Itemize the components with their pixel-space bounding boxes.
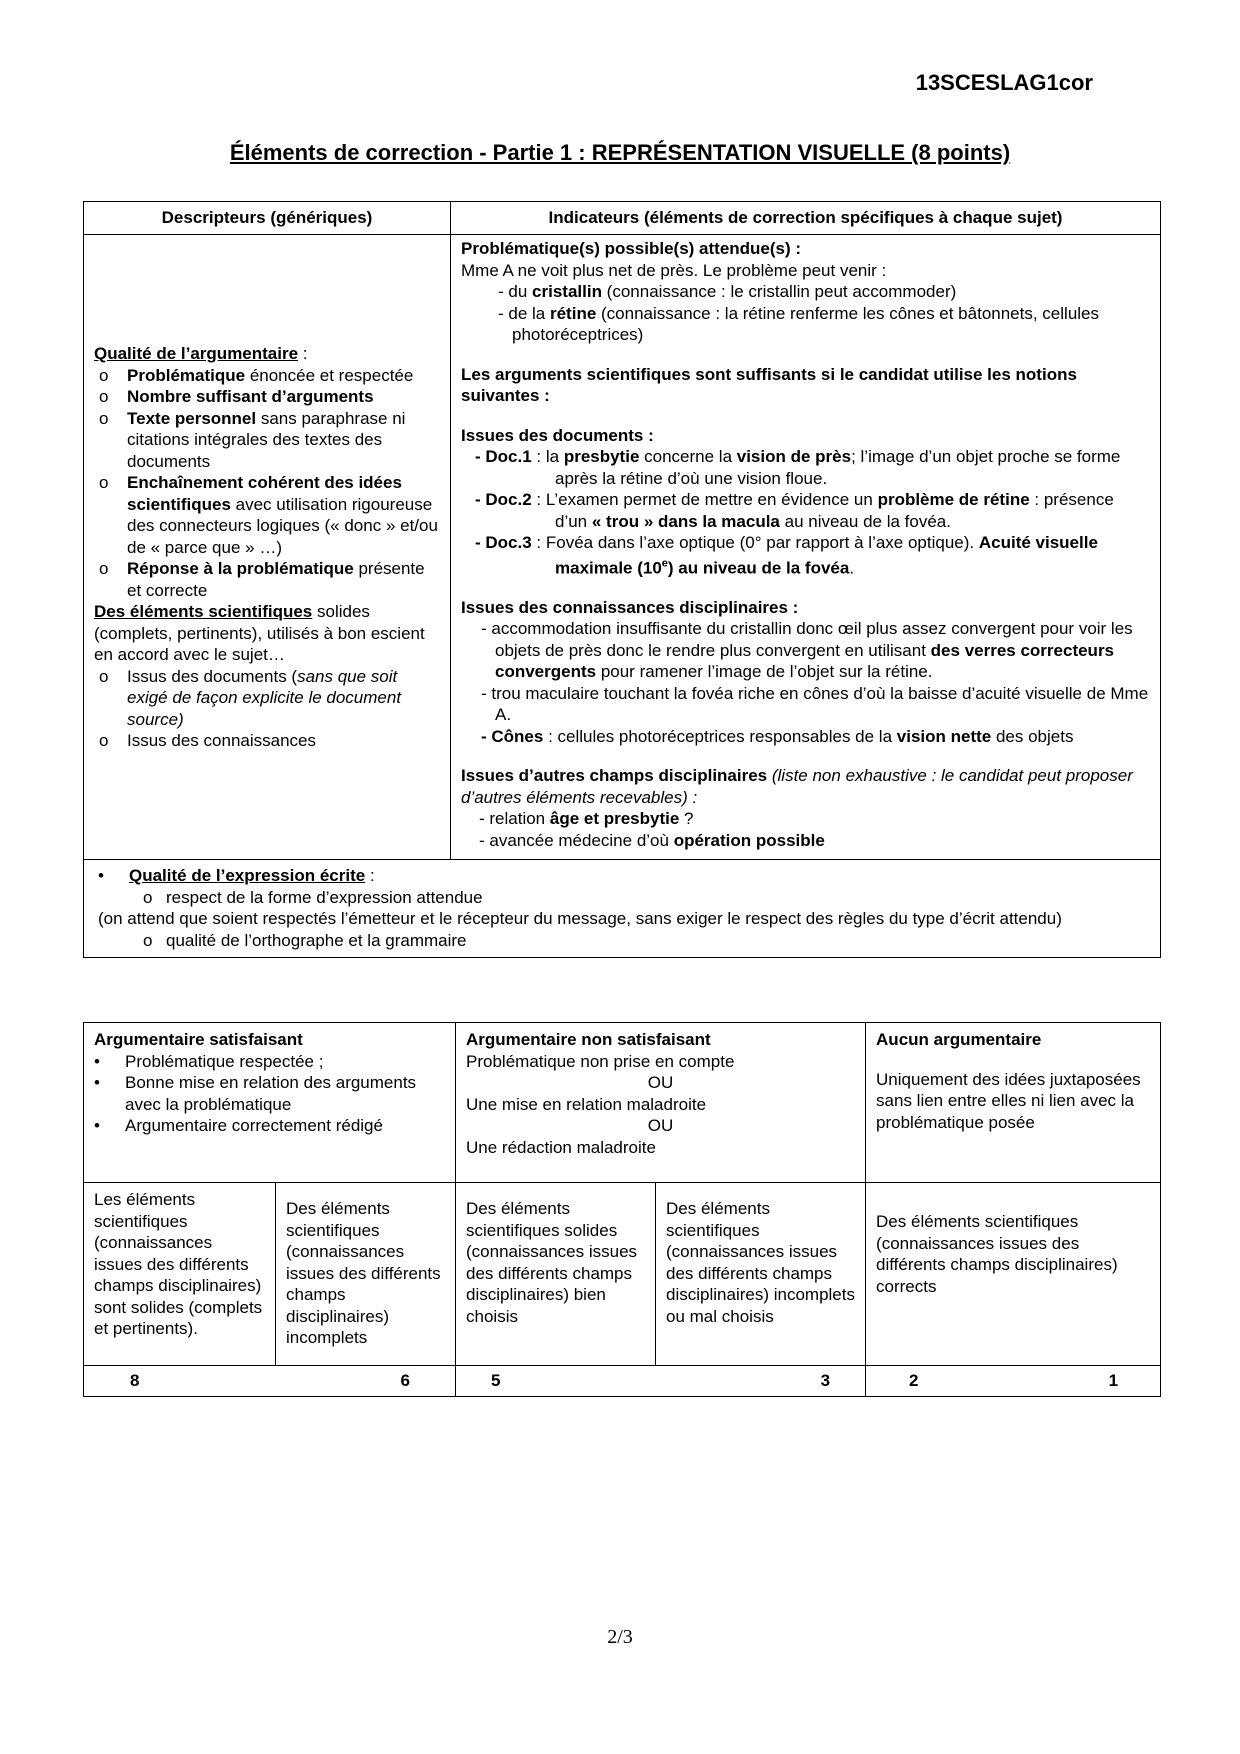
doc3-item: - Doc.3 : Fovéa dans l’axe optique (0° par rapport à l’axe optique). Acuité visuelle maximale (10e) au niveau de la fovéa. bbox=[475, 533, 1098, 578]
no-argument-title: Aucun argumentaire bbox=[876, 1030, 1042, 1049]
other-item-1: - relation âge et presbytie ? bbox=[479, 809, 694, 829]
not-satisfying-line-1: Problématique non prise en compte bbox=[466, 1051, 735, 1071]
not-satisfying-cell bbox=[456, 1023, 866, 1183]
doc1-item: - Doc.1 : la presbytie concerne la vision de près; l’image d’un objet proche se forme après la rétine d’où une vision floue. bbox=[475, 447, 1121, 488]
knowledge-item-1: - accommodation insuffisante du cristallin donc œil plus assez convergent pour voir les objets de près donc le rendre plus convergent en utilisant des verres correcteurs convergents pour ramener l’image de l’objet sur la rétine. bbox=[481, 619, 1133, 682]
elements-cell-1 bbox=[84, 1183, 276, 1366]
score-max: 8 bbox=[130, 1371, 140, 1391]
knowledge-item-2: - trou maculaire touchant la fovéa riche en cônes d’où la baisse d’acuité visuelle de Mme A. bbox=[481, 683, 1149, 725]
elements-cell-4 bbox=[656, 1183, 866, 1366]
or-label: OU bbox=[647, 1073, 674, 1092]
or-label: OU bbox=[647, 1116, 674, 1135]
list-item: o Issus des documents (sans que soit exigé de façon explicite le document source) bbox=[94, 666, 440, 731]
elements-text: Des éléments scientifiques solides (connaissances issues des différents champs disciplinaires) bien choisis bbox=[466, 1199, 638, 1326]
list-item: o Problématique énoncée et respectée bbox=[94, 365, 440, 387]
list-item: • Argumentaire correctement rédigé bbox=[88, 1115, 445, 1137]
elements-text: Des éléments scientifiques (connaissances issues des différents champs disciplinaires) corrects bbox=[876, 1212, 1118, 1296]
elements-text: Des éléments scientifiques (connaissances issues des différents champs disciplinaires) incomplets ou mal choisis bbox=[666, 1199, 855, 1326]
elements-text: Des éléments scientifiques (connaissances issues des différents champs disciplinaires) incomplets bbox=[286, 1199, 441, 1347]
no-argument-text: Uniquement des idées juxtaposées sans lien entre elles ni lien avec la problématique posée bbox=[876, 1069, 1141, 1132]
descriptors-cell bbox=[84, 235, 451, 860]
argument-quality-list bbox=[94, 365, 440, 602]
scientific-elements-text: Des éléments scientifiques solides (complets, pertinents), utilisés à bon escient en accord avec le sujet… bbox=[94, 602, 425, 664]
indicators-header: Indicateurs (éléments de correction spécifiques à chaque sujet) bbox=[451, 202, 1161, 235]
not-satisfying-line-2: Une mise en relation maladroite bbox=[466, 1094, 707, 1114]
expression-item-2: o qualité de l’orthographe et la grammaire bbox=[143, 930, 467, 950]
expression-list bbox=[92, 865, 1150, 887]
score-cell-satisfying bbox=[84, 1366, 456, 1397]
satisfying-list bbox=[88, 1051, 445, 1137]
other-item-2: - avancée médecine d’où opération possible bbox=[479, 830, 825, 850]
score-max: 5 bbox=[491, 1371, 501, 1391]
score-min: 1 bbox=[1108, 1371, 1119, 1391]
list-item: • Bonne mise en relation des arguments avec la problématique bbox=[88, 1072, 445, 1115]
criteria-table bbox=[83, 201, 1161, 958]
score-min: 3 bbox=[820, 1371, 831, 1391]
argument-quality-heading: Qualité de l’argumentaire : bbox=[94, 344, 308, 363]
list-item: o Nombre suffisant d’arguments bbox=[94, 386, 440, 408]
scientific-elements-list bbox=[94, 666, 440, 752]
docs-heading: Issues des documents : bbox=[461, 425, 654, 445]
cause-retina: - de la rétine (connaissance : la rétine renferme les cônes et bâtonnets, cellules photoréceptrices) bbox=[498, 303, 1100, 344]
list-item: o Enchaînement cohérent des idées scientifiques avec utilisation rigoureuse des connecteurs logiques (« donc » et/ou de « parce que » …) bbox=[94, 472, 440, 558]
problem-heading: Problématique(s) possible(s) attendue(s) : bbox=[461, 239, 802, 258]
page-number: 2/3 bbox=[607, 1626, 633, 1648]
score-min: 6 bbox=[400, 1371, 411, 1391]
other-fields-heading: Issues d’autres champs disciplinaires (liste non exhaustive : le candidat peut proposer d’autres éléments recevables) : bbox=[461, 766, 1133, 807]
score-cell-not-satisfying bbox=[456, 1366, 866, 1397]
score-cell-none bbox=[866, 1366, 1161, 1397]
no-argument-cell bbox=[866, 1023, 1161, 1183]
list-item: o Issus des connaissances bbox=[94, 730, 440, 752]
expression-cell bbox=[84, 860, 1161, 958]
elements-cell-2 bbox=[276, 1183, 456, 1366]
list-item: o Réponse à la problématique présente et correcte bbox=[94, 558, 440, 601]
list-item: o Texte personnel sans paraphrase ni citations intégrales des textes des documents bbox=[94, 408, 440, 473]
elements-cell-5 bbox=[866, 1183, 1161, 1366]
page-title: Éléments de correction - Partie 1 : REPRÉSENTATION VISUELLE (8 points) bbox=[229, 140, 1011, 165]
not-satisfying-title: Argumentaire non satisfaisant bbox=[466, 1030, 711, 1049]
sufficient-arguments: Les arguments scientifiques sont suffisants si le candidat utilise les notions suivantes : bbox=[461, 364, 1077, 405]
list-item: • Problématique respectée ; bbox=[88, 1051, 445, 1073]
descriptors-header: Descripteurs (génériques) bbox=[84, 202, 451, 235]
expression-note: (on attend que soient respectés l’émetteur et le récepteur du message, sans exiger le respect des règles du type d’écrit attendu) bbox=[98, 909, 1062, 929]
satisfying-title: Argumentaire satisfaisant bbox=[94, 1030, 303, 1049]
elements-cell-3 bbox=[456, 1183, 656, 1366]
elements-text: Les éléments scientifiques (connaissances issues des différents champs disciplinaires) sont solides (complets et pertinents). bbox=[94, 1190, 263, 1338]
doc2-item: - Doc.2 : L’examen permet de mettre en évidence un problème de rétine : présence d’un « trou » dans la macula au niveau de la fovéa. bbox=[475, 490, 1114, 531]
cause-lens: - du cristallin (connaissance : le cristallin peut accommoder) bbox=[498, 282, 957, 301]
problem-text: Mme A ne voit plus net de près. Le problème peut venir : bbox=[461, 260, 887, 280]
knowledge-item-3: - Cônes : cellules photoréceptrices responsables de la vision nette des objets bbox=[481, 726, 1074, 746]
satisfying-cell bbox=[84, 1023, 456, 1183]
document-code: 13SCESLAG1cor bbox=[915, 70, 1093, 95]
expression-heading: • Qualité de l’expression écrite : bbox=[92, 865, 1150, 887]
not-satisfying-line-3: Une rédaction maladroite bbox=[466, 1137, 656, 1157]
expression-item-1: o respect de la forme d’expression attendue bbox=[143, 887, 483, 907]
score-max: 2 bbox=[909, 1371, 919, 1391]
grading-table bbox=[83, 1022, 1161, 1397]
knowledge-heading: Issues des connaissances disciplinaires : bbox=[461, 597, 799, 617]
indicators-cell bbox=[451, 235, 1161, 860]
